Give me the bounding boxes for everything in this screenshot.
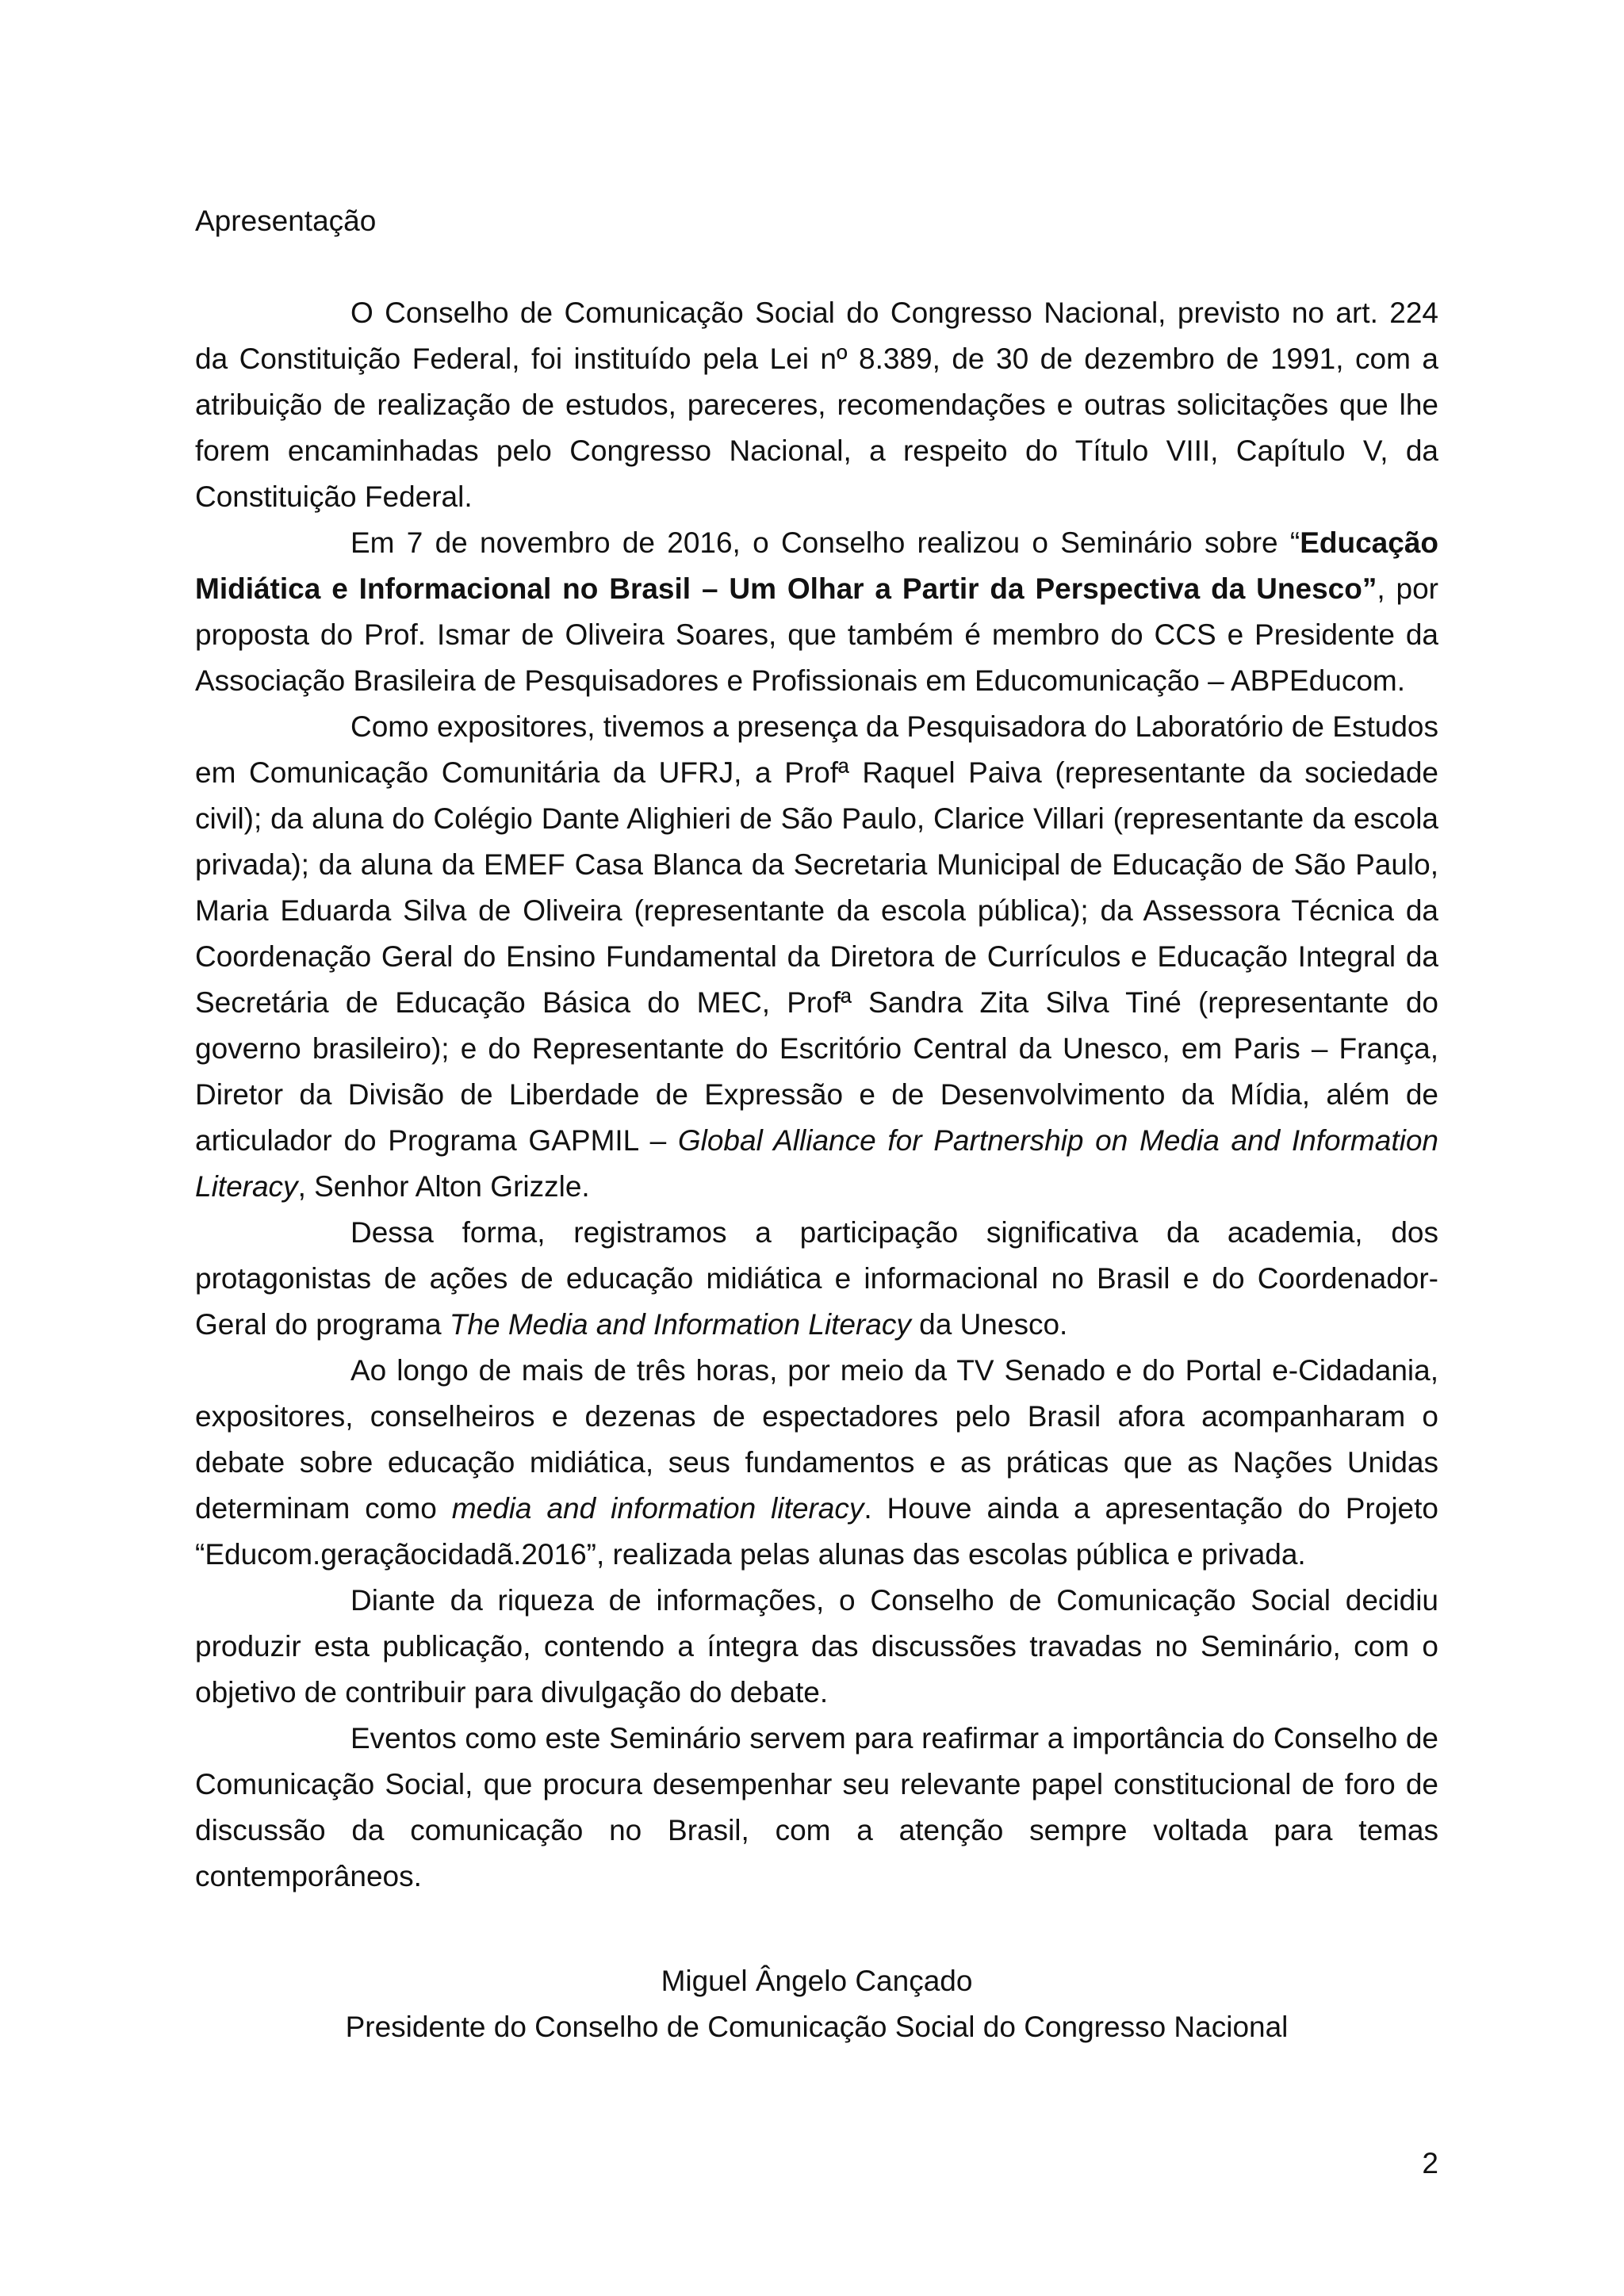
- page-number: 2: [1422, 2147, 1438, 2179]
- text-run: O Conselho de Comunicação Social do Congresso Nacional, previsto no art. 224 da Constituição Federal, foi instituído pela Lei nº 8.389, de 30 de dezembro de 1991, com a atribuição de realização de estudos, pareceres, recomendações e outras solicitações que lhe forem encaminhadas pelo Congresso Nacional, a respeito do Título VIII, Capítulo V, da Constituição Federal.: [195, 297, 1438, 513]
- text-run: , Senhor Alton Grizzle.: [297, 1170, 590, 1203]
- italic-text: The Media and Information Literacy: [449, 1308, 911, 1341]
- text-run: Eventos como este Seminário servem para reafirmar a importância do Conselho de Comunicação Social, que procura desempenhar seu relevante papel constitucional de foro de discussão da comunicação no Brasil, com a atenção sempre voltada para temas contemporâneos.: [195, 1722, 1438, 1892]
- text-run: Como expositores, tivemos a presença da Pesquisadora do Laboratório de Estudos em Comunicação Comunitária da UFRJ, a Profª Raquel Paiva (representante da sociedade civil); da aluna do Colégio Dante Alighieri de São Paulo, Clarice Villari (representante da escola privada); da aluna da EMEF Casa Blanca da Secretaria Municipal de Educação de São Paulo, Maria Eduarda Silva de Oliveira (representante da escola pública); da Assessora Técnica da Coordenação Geral do Ensino Fundamental da Diretora de Currículos e Educação Integral da Secretária de Educação Básica do MEC, Profª Sandra Zita Silva Tiné (representante do governo brasileiro); e do Representante do Escritório Central da Unesco, em Paris – França, Diretor da Divisão de Liberdade de Expressão e de Desenvolvimento da Mídia, além de articulador do Programa GAPMIL –: [195, 710, 1438, 1157]
- italic-text: media and information literacy: [451, 1492, 864, 1525]
- paragraph: [195, 1210, 1438, 1348]
- paragraph: [195, 1578, 1438, 1716]
- italic-text: Global Alliance for Partnership on Media and Information Literacy: [195, 1124, 1438, 1203]
- paragraph-list: [195, 290, 1438, 1900]
- paragraph: [195, 1716, 1438, 1900]
- text-run: , por proposta do Prof. Ismar de Oliveira Soares, que também é membro do CCS e Presidente da Associação Brasileira de Pesquisadores e Profissionais em Educomunicação – ABPEducom.: [195, 572, 1438, 697]
- paragraph: [195, 704, 1438, 1210]
- signature-block: [195, 1958, 1438, 2050]
- bold-text: Educação Midiática e Informacional no Brasil – Um Olhar a Partir da Perspectiva da Unesco”: [195, 526, 1438, 605]
- document-body: [195, 198, 1438, 1900]
- signatory-name: Miguel Ângelo Cançado: [661, 1965, 973, 1997]
- paragraph: [195, 290, 1438, 520]
- text-run: Dessa forma, registramos a participação significativa da academia, dos protagonistas de ações de educação midiática e informacional no Brasil e do Coordenador-Geral do programa: [195, 1216, 1438, 1341]
- paragraph: [195, 520, 1438, 704]
- signatory-title: Presidente do Conselho de Comunicação Social do Congresso Nacional: [345, 2011, 1289, 2043]
- text-run: Ao longo de mais de três horas, por meio da TV Senado e do Portal e-Cidadania, expositores, conselheiros e dezenas de espectadores pelo Brasil afora acompanharam o debate sobre educação midiática, seus fundamentos e as práticas que as Nações Unidas determinam como: [195, 1354, 1438, 1525]
- page-heading: Apresentação: [195, 205, 377, 237]
- text-run: da Unesco.: [910, 1308, 1068, 1341]
- paragraph: [195, 1348, 1438, 1578]
- text-run: . Houve ainda a apresentação do Projeto “Educom.geraçãocidadã.2016”, realizada pelas alunas das escolas pública e privada.: [195, 1492, 1438, 1571]
- text-run: Em 7 de novembro de 2016, o Conselho realizou o Seminário sobre “: [350, 526, 1300, 559]
- text-run: Diante da riqueza de informações, o Conselho de Comunicação Social decidiu produzir esta publicação, contendo a íntegra das discussões travadas no Seminário, com o objetivo de contribuir para divulgação do debate.: [195, 1584, 1438, 1709]
